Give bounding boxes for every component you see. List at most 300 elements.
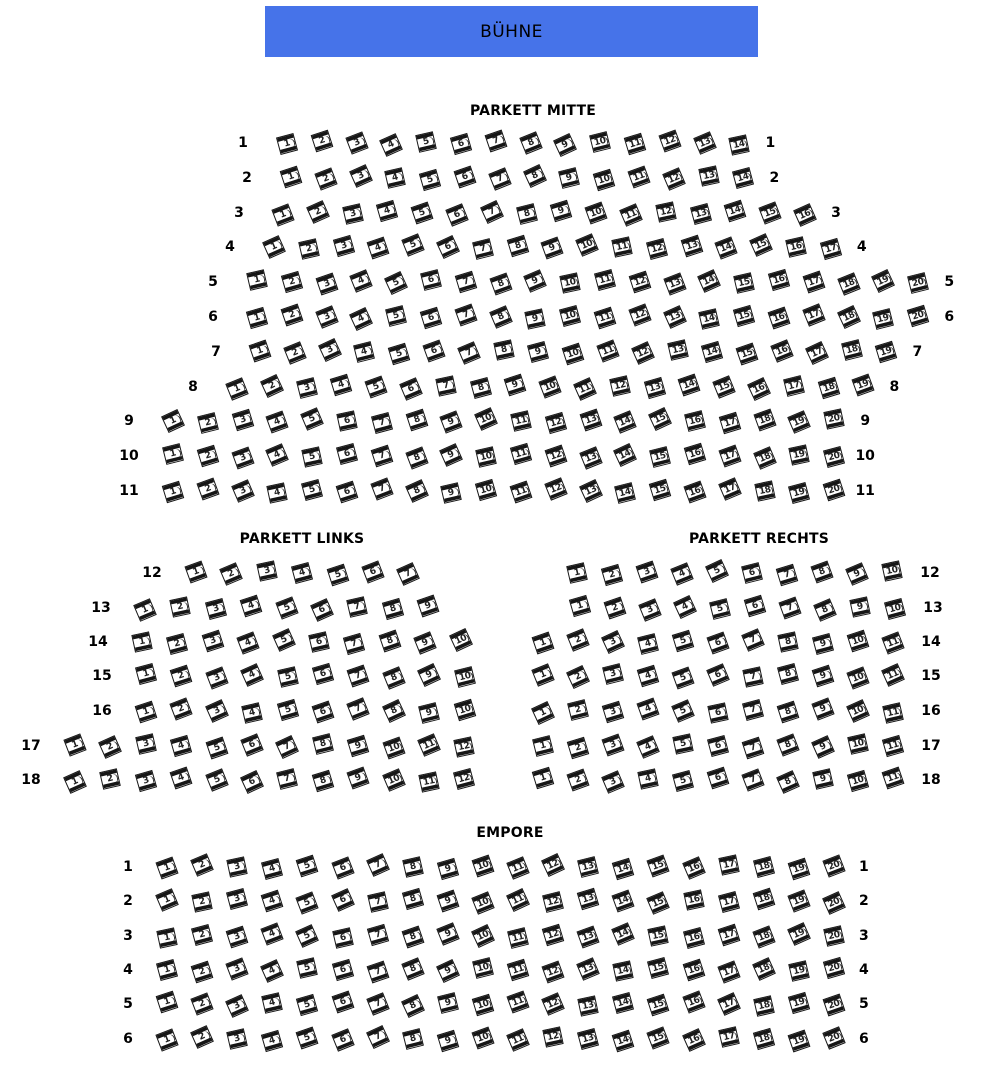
seat-parkett-mitte-row8-3[interactable] <box>296 377 318 399</box>
seat-parkett-mitte-row4-10[interactable] <box>575 233 599 257</box>
seat-parkett-links-row18-5[interactable] <box>205 768 228 791</box>
seat-empore-row1-19[interactable] <box>787 858 810 881</box>
seat-parkett-links-row12-7[interactable] <box>397 562 421 586</box>
seat-parkett-mitte-row7-11[interactable] <box>596 339 619 362</box>
seat-empore-row2-4[interactable] <box>261 890 284 913</box>
seat-parkett-rechts-row13-9[interactable] <box>849 596 870 617</box>
seat-parkett-mitte-row3-4[interactable] <box>376 200 398 222</box>
seat-parkett-mitte-row9-20[interactable] <box>824 408 845 429</box>
seat-parkett-mitte-row3-5[interactable] <box>411 202 434 225</box>
seat-parkett-mitte-row8-14[interactable] <box>678 374 701 397</box>
seat-parkett-links-row12-5[interactable] <box>326 564 349 587</box>
seat-parkett-mitte-row2-3[interactable] <box>349 164 373 188</box>
seat-parkett-mitte-row8-10[interactable] <box>539 375 562 398</box>
seat-empore-row5-3[interactable] <box>225 994 249 1018</box>
seat-parkett-links-row18-10[interactable] <box>382 768 406 792</box>
seat-empore-row3-1[interactable] <box>156 927 177 948</box>
seat-parkett-mitte-row5-18[interactable] <box>837 272 860 295</box>
seat-empore-row2-7[interactable] <box>367 891 389 913</box>
seat-parkett-links-row12-4[interactable] <box>291 562 313 584</box>
seat-empore-row1-16[interactable] <box>682 856 706 880</box>
seat-parkett-mitte-row7-14[interactable] <box>701 341 723 363</box>
seat-empore-row5-18[interactable] <box>753 995 775 1017</box>
seat-parkett-links-row15-10[interactable] <box>454 666 476 688</box>
seat-parkett-rechts-row13-8[interactable] <box>813 598 837 622</box>
seat-parkett-links-row14-10[interactable] <box>449 628 473 652</box>
seat-parkett-mitte-row11-1[interactable] <box>162 481 184 503</box>
seat-parkett-rechts-row18-6[interactable] <box>707 767 730 790</box>
seat-parkett-links-row18-1[interactable] <box>63 770 87 794</box>
seat-parkett-mitte-row8-7[interactable] <box>435 375 456 396</box>
seat-parkett-mitte-row11-5[interactable] <box>301 479 323 501</box>
seat-parkett-mitte-row5-1[interactable] <box>246 269 268 291</box>
seat-parkett-rechts-row16-5[interactable] <box>671 699 695 723</box>
seat-empore-row4-11[interactable] <box>507 959 529 981</box>
seat-parkett-rechts-row17-7[interactable] <box>742 737 765 760</box>
seat-parkett-rechts-row15-4[interactable] <box>637 665 659 687</box>
seat-empore-row2-14[interactable] <box>612 889 635 912</box>
seat-parkett-mitte-row6-1[interactable] <box>246 307 268 329</box>
seat-parkett-links-row18-7[interactable] <box>276 768 298 790</box>
seat-parkett-mitte-row2-12[interactable] <box>662 167 686 191</box>
seat-parkett-links-row18-3[interactable] <box>135 770 157 792</box>
seat-parkett-mitte-row5-20[interactable] <box>907 272 929 294</box>
seat-parkett-mitte-row9-11[interactable] <box>510 410 532 432</box>
seat-parkett-mitte-row7-2[interactable] <box>283 341 306 364</box>
seat-parkett-mitte-row4-1[interactable] <box>262 235 286 259</box>
seat-empore-row5-9[interactable] <box>437 992 459 1014</box>
seat-empore-row4-13[interactable] <box>576 957 600 981</box>
seat-empore-row6-3[interactable] <box>226 1028 248 1050</box>
seat-parkett-links-row14-4[interactable] <box>237 631 260 654</box>
seat-parkett-mitte-row4-14[interactable] <box>715 236 738 259</box>
seat-parkett-mitte-row9-1[interactable] <box>161 409 185 433</box>
seat-parkett-mitte-row10-20[interactable] <box>823 446 845 468</box>
seat-parkett-mitte-row7-18[interactable] <box>841 339 863 361</box>
seat-empore-row3-17[interactable] <box>717 924 740 947</box>
seat-empore-row6-1[interactable] <box>155 1028 178 1051</box>
seat-parkett-rechts-row18-11[interactable] <box>882 767 905 790</box>
seat-parkett-mitte-row9-7[interactable] <box>371 412 393 434</box>
seat-parkett-mitte-row1-5[interactable] <box>415 131 437 153</box>
seat-parkett-rechts-row15-5[interactable] <box>671 666 694 689</box>
seat-parkett-mitte-row3-9[interactable] <box>550 200 572 222</box>
seat-empore-row6-5[interactable] <box>296 1027 319 1050</box>
seat-parkett-rechts-row18-5[interactable] <box>672 770 694 792</box>
seat-parkett-links-row17-8[interactable] <box>312 733 334 755</box>
seat-parkett-mitte-row9-5[interactable] <box>300 407 324 431</box>
seat-parkett-mitte-row6-16[interactable] <box>768 307 791 330</box>
seat-parkett-mitte-row3-3[interactable] <box>342 203 364 225</box>
seat-parkett-links-row18-11[interactable] <box>418 771 439 792</box>
seat-empore-row2-5[interactable] <box>296 891 319 914</box>
seat-parkett-mitte-row6-4[interactable] <box>349 307 373 331</box>
seat-parkett-mitte-row1-2[interactable] <box>310 130 333 153</box>
seat-empore-row4-2[interactable] <box>191 961 214 984</box>
seat-empore-row6-8[interactable] <box>402 1028 424 1050</box>
seat-parkett-mitte-row2-7[interactable] <box>488 167 511 190</box>
seat-parkett-mitte-row8-18[interactable] <box>817 377 839 399</box>
seat-parkett-links-row16-1[interactable] <box>135 701 158 724</box>
seat-empore-row2-17[interactable] <box>718 891 740 913</box>
seat-parkett-mitte-row1-1[interactable] <box>276 133 298 155</box>
seat-parkett-rechts-row12-3[interactable] <box>636 561 659 584</box>
seat-parkett-mitte-row6-3[interactable] <box>315 305 338 328</box>
seat-parkett-rechts-row14-9[interactable] <box>812 633 834 655</box>
seat-parkett-links-row16-3[interactable] <box>205 699 229 723</box>
seat-empore-row6-14[interactable] <box>612 1030 635 1053</box>
seat-parkett-links-row16-4[interactable] <box>241 702 263 724</box>
seat-parkett-links-row15-8[interactable] <box>382 666 405 689</box>
seat-parkett-rechts-row14-8[interactable] <box>777 631 798 652</box>
seat-parkett-mitte-row3-15[interactable] <box>759 201 782 224</box>
seat-parkett-mitte-row7-6[interactable] <box>422 339 445 362</box>
seat-empore-row6-20[interactable] <box>822 1026 845 1049</box>
seat-empore-row6-6[interactable] <box>331 1028 354 1051</box>
seat-empore-row3-11[interactable] <box>507 927 529 949</box>
seat-parkett-rechts-row15-10[interactable] <box>846 666 869 689</box>
seat-parkett-mitte-row6-11[interactable] <box>594 307 617 330</box>
seat-parkett-mitte-row8-4[interactable] <box>330 374 352 396</box>
seat-parkett-mitte-row9-4[interactable] <box>266 410 289 433</box>
seat-parkett-rechts-row12-10[interactable] <box>881 560 902 581</box>
seat-parkett-rechts-row12-2[interactable] <box>601 564 623 586</box>
seat-parkett-rechts-row14-10[interactable] <box>847 630 870 653</box>
seat-empore-row4-18[interactable] <box>752 957 776 981</box>
seat-empore-row5-19[interactable] <box>788 992 810 1014</box>
seat-parkett-rechts-row18-7[interactable] <box>741 768 764 791</box>
seat-parkett-mitte-row5-14[interactable] <box>698 269 722 293</box>
seat-parkett-mitte-row5-12[interactable] <box>628 271 651 294</box>
seat-parkett-mitte-row2-4[interactable] <box>385 167 407 189</box>
seat-empore-row3-16[interactable] <box>682 927 704 949</box>
seat-empore-row2-2[interactable] <box>191 891 212 912</box>
seat-empore-row4-14[interactable] <box>613 960 634 981</box>
seat-empore-row2-8[interactable] <box>402 888 424 910</box>
seat-parkett-mitte-row6-9[interactable] <box>525 308 546 329</box>
seat-parkett-mitte-row11-4[interactable] <box>267 482 288 503</box>
seat-parkett-mitte-row6-2[interactable] <box>280 304 303 327</box>
seat-parkett-rechts-row14-4[interactable] <box>637 633 659 655</box>
seat-parkett-mitte-row11-13[interactable] <box>579 479 603 503</box>
seat-parkett-mitte-row9-16[interactable] <box>684 410 706 432</box>
seat-parkett-mitte-row4-3[interactable] <box>332 235 354 257</box>
seat-parkett-mitte-row8-19[interactable] <box>852 373 875 396</box>
seat-parkett-links-row18-8[interactable] <box>312 770 334 792</box>
seat-parkett-rechts-row16-8[interactable] <box>777 701 800 724</box>
seat-parkett-mitte-row7-1[interactable] <box>249 340 272 363</box>
seat-parkett-links-row15-7[interactable] <box>347 665 370 688</box>
seat-parkett-rechts-row17-3[interactable] <box>601 733 624 756</box>
seat-parkett-rechts-row15-8[interactable] <box>777 663 799 685</box>
seat-empore-row1-20[interactable] <box>822 854 845 877</box>
seat-parkett-mitte-row5-3[interactable] <box>315 273 338 296</box>
seat-parkett-links-row17-10[interactable] <box>382 736 405 759</box>
seat-parkett-mitte-row10-9[interactable] <box>440 443 464 467</box>
seat-parkett-mitte-row11-19[interactable] <box>788 482 810 504</box>
seat-parkett-mitte-row9-17[interactable] <box>719 412 741 434</box>
seat-parkett-links-row18-2[interactable] <box>100 768 122 790</box>
seat-parkett-links-row13-3[interactable] <box>205 598 227 620</box>
seat-parkett-mitte-row2-11[interactable] <box>627 165 650 188</box>
seat-empore-row1-2[interactable] <box>190 853 214 877</box>
seat-parkett-rechts-row18-10[interactable] <box>847 770 869 792</box>
seat-parkett-links-row16-2[interactable] <box>170 697 193 720</box>
seat-empore-row2-19[interactable] <box>787 889 810 912</box>
seat-parkett-rechts-row15-2[interactable] <box>566 665 590 689</box>
seat-parkett-links-row13-8[interactable] <box>382 598 404 620</box>
seat-empore-row5-2[interactable] <box>190 992 213 1015</box>
seat-empore-row4-5[interactable] <box>297 957 319 979</box>
seat-parkett-links-row14-6[interactable] <box>308 631 330 653</box>
seat-parkett-links-row12-1[interactable] <box>184 560 207 583</box>
seat-empore-row6-17[interactable] <box>718 1026 740 1048</box>
seat-parkett-mitte-row4-17[interactable] <box>820 238 842 260</box>
seat-parkett-links-row16-9[interactable] <box>418 702 440 724</box>
seat-parkett-links-row18-4[interactable] <box>170 767 193 790</box>
seat-parkett-rechts-row16-11[interactable] <box>882 702 904 724</box>
seat-empore-row1-15[interactable] <box>647 854 670 877</box>
seat-parkett-mitte-row6-6[interactable] <box>420 307 442 329</box>
seat-parkett-mitte-row3-7[interactable] <box>480 200 504 224</box>
seat-parkett-links-row15-4[interactable] <box>240 663 264 687</box>
seat-parkett-rechts-row17-10[interactable] <box>847 733 869 755</box>
seat-parkett-links-row15-5[interactable] <box>277 666 299 688</box>
seat-parkett-mitte-row7-19[interactable] <box>875 341 897 363</box>
seat-empore-row2-13[interactable] <box>577 888 599 910</box>
seat-parkett-mitte-row8-15[interactable] <box>712 375 735 398</box>
seat-parkett-rechts-row14-7[interactable] <box>741 628 765 652</box>
seat-parkett-links-row14-2[interactable] <box>166 633 188 655</box>
seat-empore-row4-9[interactable] <box>436 959 460 983</box>
seat-empore-row4-20[interactable] <box>823 957 845 979</box>
seat-parkett-mitte-row10-12[interactable] <box>544 445 567 468</box>
seat-parkett-rechts-row13-1[interactable] <box>569 595 591 617</box>
seat-parkett-mitte-row10-7[interactable] <box>370 445 393 468</box>
seat-empore-row3-19[interactable] <box>787 922 811 946</box>
seat-empore-row3-12[interactable] <box>542 924 564 946</box>
seat-parkett-mitte-row10-18[interactable] <box>753 446 777 470</box>
seat-empore-row2-11[interactable] <box>506 888 530 912</box>
seat-parkett-mitte-row6-17[interactable] <box>802 303 825 326</box>
seat-parkett-rechts-row18-4[interactable] <box>637 768 658 789</box>
seat-empore-row3-14[interactable] <box>611 922 635 946</box>
seat-parkett-mitte-row9-8[interactable] <box>405 409 428 432</box>
seat-parkett-rechts-row17-1[interactable] <box>532 735 554 757</box>
seat-parkett-mitte-row8-13[interactable] <box>643 377 665 399</box>
seat-parkett-mitte-row9-12[interactable] <box>545 412 567 434</box>
seat-empore-row5-13[interactable] <box>578 995 599 1016</box>
seat-parkett-mitte-row10-6[interactable] <box>336 443 358 465</box>
seat-parkett-mitte-row9-15[interactable] <box>648 407 672 431</box>
seat-parkett-mitte-row8-17[interactable] <box>783 375 805 397</box>
seat-parkett-rechts-row12-4[interactable] <box>670 562 693 585</box>
seat-parkett-mitte-row4-8[interactable] <box>506 235 528 257</box>
seat-empore-row3-18[interactable] <box>752 925 775 948</box>
seat-parkett-mitte-row11-9[interactable] <box>441 482 463 504</box>
seat-parkett-mitte-row9-3[interactable] <box>231 409 253 431</box>
seat-parkett-rechts-row12-8[interactable] <box>810 560 833 583</box>
seat-parkett-links-row15-6[interactable] <box>312 663 334 685</box>
seat-parkett-mitte-row10-8[interactable] <box>405 446 428 469</box>
seat-parkett-mitte-row1-11[interactable] <box>624 133 646 155</box>
seat-parkett-mitte-row2-1[interactable] <box>280 166 303 189</box>
seat-empore-row3-10[interactable] <box>471 924 495 948</box>
seat-parkett-mitte-row4-2[interactable] <box>298 238 320 260</box>
seat-empore-row3-5[interactable] <box>296 924 320 948</box>
seat-parkett-mitte-row2-14[interactable] <box>732 167 754 189</box>
seat-parkett-mitte-row11-7[interactable] <box>370 477 393 500</box>
seat-parkett-mitte-row1-6[interactable] <box>450 133 472 155</box>
seat-parkett-rechts-row13-10[interactable] <box>884 598 906 620</box>
seat-parkett-mitte-row6-19[interactable] <box>872 308 894 330</box>
seat-parkett-mitte-row1-13[interactable] <box>693 131 717 155</box>
seat-parkett-links-row15-2[interactable] <box>170 665 193 688</box>
seat-empore-row5-8[interactable] <box>401 994 425 1018</box>
seat-parkett-mitte-row6-8[interactable] <box>489 305 513 329</box>
seat-parkett-mitte-row5-17[interactable] <box>802 271 825 294</box>
seat-empore-row4-15[interactable] <box>647 957 669 979</box>
seat-parkett-mitte-row4-5[interactable] <box>401 233 424 256</box>
seat-parkett-mitte-row7-13[interactable] <box>667 339 689 361</box>
seat-parkett-mitte-row9-6[interactable] <box>336 410 357 431</box>
seat-parkett-rechts-row13-5[interactable] <box>709 598 731 620</box>
seat-parkett-rechts-row15-7[interactable] <box>742 666 763 687</box>
seat-parkett-rechts-row12-9[interactable] <box>845 562 869 586</box>
seat-parkett-links-row13-6[interactable] <box>310 598 334 622</box>
seat-empore-row1-14[interactable] <box>612 858 634 880</box>
seat-parkett-links-row12-3[interactable] <box>256 560 277 581</box>
seat-parkett-rechts-row16-3[interactable] <box>602 701 624 723</box>
seat-parkett-mitte-row5-7[interactable] <box>455 271 477 293</box>
seat-parkett-mitte-row9-14[interactable] <box>614 410 637 433</box>
seat-empore-row5-7[interactable] <box>366 992 389 1015</box>
seat-parkett-mitte-row10-1[interactable] <box>162 443 184 465</box>
seat-empore-row6-13[interactable] <box>577 1028 599 1050</box>
seat-parkett-mitte-row9-19[interactable] <box>788 410 812 434</box>
seat-parkett-rechts-row17-11[interactable] <box>882 735 904 757</box>
seat-parkett-mitte-row1-10[interactable] <box>589 131 611 153</box>
seat-parkett-mitte-row11-8[interactable] <box>405 479 429 503</box>
seat-empore-row4-8[interactable] <box>401 957 424 980</box>
seat-empore-row4-12[interactable] <box>542 960 565 983</box>
seat-parkett-mitte-row10-17[interactable] <box>718 444 741 467</box>
seat-parkett-mitte-row10-2[interactable] <box>197 445 219 467</box>
seat-parkett-rechts-row15-1[interactable] <box>531 663 554 686</box>
seat-parkett-mitte-row10-19[interactable] <box>789 444 810 465</box>
seat-parkett-mitte-row4-15[interactable] <box>749 233 773 257</box>
seat-parkett-rechts-row13-3[interactable] <box>638 598 661 621</box>
seat-parkett-links-row15-3[interactable] <box>205 666 228 689</box>
seat-parkett-mitte-row11-16[interactable] <box>683 480 706 503</box>
seat-parkett-mitte-row5-8[interactable] <box>489 272 512 295</box>
seat-parkett-rechts-row17-6[interactable] <box>707 735 729 757</box>
seat-parkett-mitte-row5-5[interactable] <box>384 271 408 295</box>
seat-empore-row5-10[interactable] <box>472 994 494 1016</box>
seat-parkett-mitte-row11-15[interactable] <box>649 479 671 501</box>
seat-empore-row5-11[interactable] <box>506 990 529 1013</box>
seat-parkett-mitte-row1-7[interactable] <box>484 130 507 153</box>
seat-parkett-mitte-row10-16[interactable] <box>684 443 706 465</box>
seat-parkett-links-row17-11[interactable] <box>417 733 441 757</box>
seat-parkett-mitte-row9-10[interactable] <box>474 407 498 431</box>
seat-parkett-mitte-row2-6[interactable] <box>454 166 477 189</box>
seat-parkett-rechts-row14-11[interactable] <box>881 631 904 654</box>
seat-empore-row5-1[interactable] <box>156 991 179 1014</box>
seat-parkett-mitte-row5-11[interactable] <box>594 269 616 291</box>
seat-parkett-mitte-row8-11[interactable] <box>573 377 597 401</box>
seat-parkett-mitte-row2-8[interactable] <box>523 164 547 188</box>
seat-parkett-mitte-row5-15[interactable] <box>733 272 755 294</box>
seat-parkett-mitte-row5-4[interactable] <box>350 269 373 292</box>
seat-parkett-links-row16-10[interactable] <box>453 699 475 721</box>
seat-parkett-links-row12-6[interactable] <box>361 560 384 583</box>
seat-parkett-links-row13-7[interactable] <box>347 596 369 618</box>
seat-parkett-mitte-row10-4[interactable] <box>266 443 290 467</box>
seat-parkett-mitte-row11-12[interactable] <box>544 477 567 500</box>
seat-parkett-links-row13-9[interactable] <box>417 595 440 618</box>
seat-empore-row2-20[interactable] <box>822 891 846 915</box>
seat-parkett-mitte-row3-11[interactable] <box>619 203 643 227</box>
seat-parkett-mitte-row7-4[interactable] <box>353 341 375 363</box>
seat-parkett-links-row14-3[interactable] <box>201 630 224 653</box>
seat-parkett-mitte-row8-9[interactable] <box>504 374 527 397</box>
seat-parkett-links-row18-6[interactable] <box>240 770 264 794</box>
seat-parkett-links-row16-7[interactable] <box>347 697 370 720</box>
seat-parkett-mitte-row11-11[interactable] <box>510 481 533 504</box>
seat-empore-row6-11[interactable] <box>506 1028 530 1052</box>
seat-empore-row1-10[interactable] <box>471 855 494 878</box>
seat-empore-row4-4[interactable] <box>260 959 284 983</box>
seat-parkett-mitte-row6-10[interactable] <box>559 305 581 327</box>
seat-parkett-rechts-row17-4[interactable] <box>636 735 660 759</box>
seat-empore-row3-13[interactable] <box>577 925 600 948</box>
seat-parkett-mitte-row3-1[interactable] <box>271 203 294 226</box>
seat-parkett-mitte-row11-10[interactable] <box>475 479 497 501</box>
seat-parkett-links-row17-1[interactable] <box>63 733 86 756</box>
seat-empore-row1-9[interactable] <box>437 858 459 880</box>
seat-parkett-rechts-row16-10[interactable] <box>846 699 870 723</box>
seat-parkett-links-row17-9[interactable] <box>347 735 369 757</box>
seat-parkett-mitte-row1-4[interactable] <box>380 133 404 157</box>
seat-empore-row4-7[interactable] <box>366 961 389 984</box>
seat-parkett-links-row15-9[interactable] <box>417 663 441 687</box>
seat-parkett-mitte-row5-10[interactable] <box>560 272 581 293</box>
seat-parkett-links-row17-6[interactable] <box>240 733 263 756</box>
seat-parkett-rechts-row18-3[interactable] <box>601 770 625 794</box>
seat-parkett-rechts-row14-5[interactable] <box>672 630 694 652</box>
seat-parkett-mitte-row10-15[interactable] <box>649 446 671 468</box>
seat-parkett-links-row16-8[interactable] <box>382 699 406 723</box>
seat-empore-row2-12[interactable] <box>542 891 564 913</box>
seat-parkett-mitte-row2-2[interactable] <box>314 167 337 190</box>
seat-parkett-rechts-row13-7[interactable] <box>778 596 801 619</box>
seat-parkett-links-row13-2[interactable] <box>170 596 191 617</box>
seat-parkett-links-row13-1[interactable] <box>133 598 157 622</box>
seat-empore-row1-11[interactable] <box>506 856 529 879</box>
seat-parkett-rechts-row16-6[interactable] <box>707 702 728 723</box>
seat-empore-row2-16[interactable] <box>683 889 704 910</box>
seat-empore-row5-4[interactable] <box>262 992 284 1014</box>
seat-parkett-mitte-row11-2[interactable] <box>196 477 219 500</box>
seat-parkett-mitte-row5-6[interactable] <box>420 269 442 291</box>
seat-empore-row3-2[interactable] <box>191 924 213 946</box>
seat-parkett-mitte-row1-3[interactable] <box>345 131 368 154</box>
seat-parkett-mitte-row5-2[interactable] <box>281 271 303 293</box>
seat-empore-row2-18[interactable] <box>752 888 775 911</box>
seat-parkett-mitte-row2-13[interactable] <box>698 165 719 186</box>
seat-parkett-mitte-row10-14[interactable] <box>613 443 637 467</box>
